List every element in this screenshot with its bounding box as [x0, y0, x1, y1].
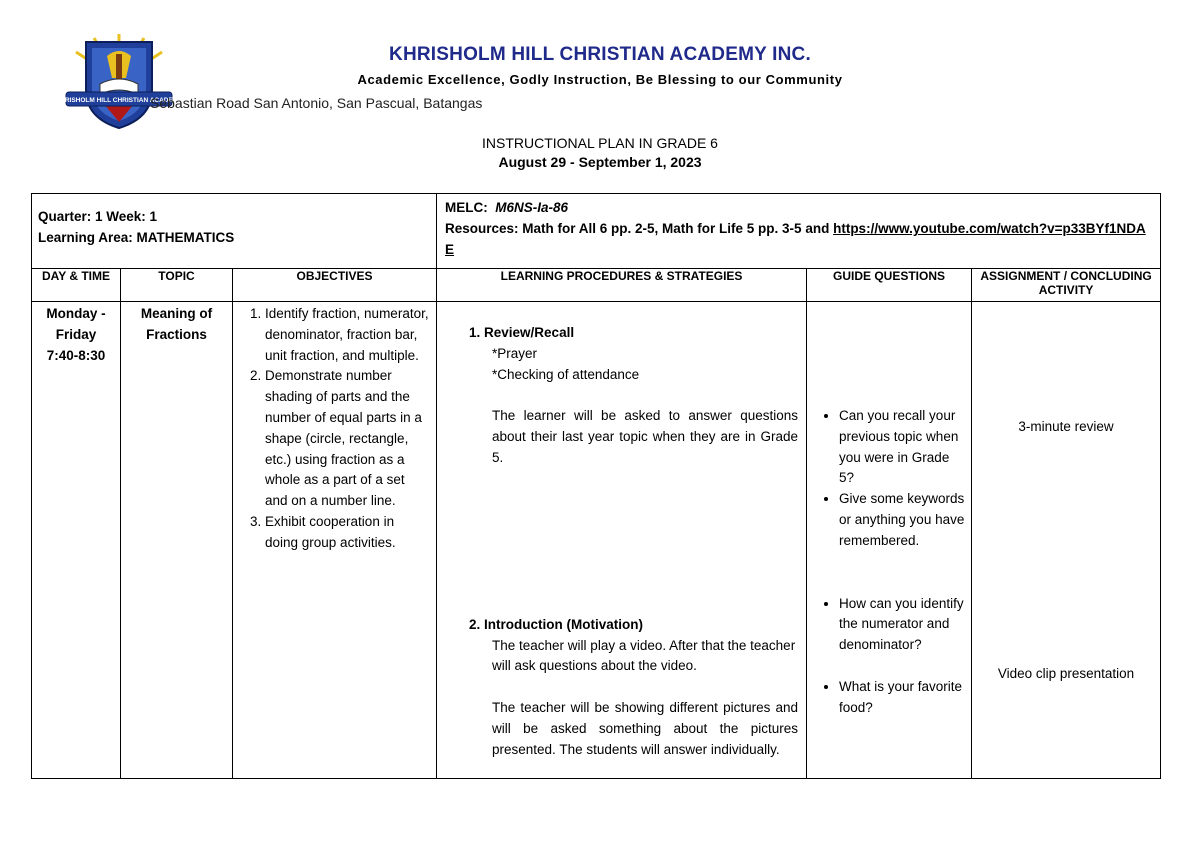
objective-item: 1. Identify fraction, numerator, denominator, fraction bar, unit fraction, and multiple.	[265, 304, 436, 366]
col-objectives: OBJECTIVES	[233, 269, 437, 302]
time-range: 7:40-8:30	[46, 347, 106, 363]
plan-title: INSTRUCTIONAL PLAN IN GRADE 6	[482, 135, 718, 151]
topic-cell	[121, 302, 233, 779]
topic-line-1: Meaning of	[140, 306, 213, 321]
day-end: Friday	[55, 326, 97, 342]
procedures-cell	[437, 302, 807, 779]
guide-question: • What is your favorite food?	[839, 677, 971, 719]
melc-label: MELC:	[445, 200, 488, 215]
guide-question: • Can you recall your previous topic when you were in Grade 5?	[839, 406, 971, 489]
col-topic: TOPIC	[121, 269, 233, 302]
info-row	[32, 194, 1161, 269]
objectives-cell	[233, 302, 437, 779]
step-review-title: 1. Review/Recall	[469, 325, 575, 340]
col-assignment: ASSIGNMENT / CONCLUDING ACTIVITY	[972, 269, 1161, 302]
step-introduction-description: The teacher will play a video. After that the teacher will ask questions about the video.	[492, 637, 796, 674]
objective-item: 2. Demonstrate number shading of parts and the number of equal parts in a shape (circle, rectangle, etc.) using fraction as a whole as a part of a set and on a number line.	[265, 366, 436, 512]
col-day-time: DAY & TIME	[32, 269, 121, 302]
school-name: KHRISHOLM HILL CHRISTIAN ACADEMY INC.	[389, 44, 811, 65]
step-review-description: The learner will be asked to answer questions about their last year topic when they are in Grade 5.	[492, 408, 799, 465]
melc-code: M6NS-Ia-86	[495, 200, 569, 215]
resources-text: Resources: Math for All 6 pp. 2-5, Math for Life 5 pp. 3-5 and	[445, 221, 834, 236]
step-introduction-pictures: The teacher will be showing different pictures and will be asked something about the pictures presented. The students will answer individually.	[492, 700, 799, 757]
course-info-cell	[32, 194, 437, 269]
day-time-cell	[32, 302, 121, 779]
school-address: Sebastian Road San Antonio, San Pascual, Batangas	[150, 95, 483, 111]
objective-item: 3. Exhibit cooperation in doing group activities.	[265, 512, 436, 554]
column-header-row	[32, 269, 1161, 302]
learning-area: Learning Area: MATHEMATICS	[38, 230, 235, 245]
step-review-prayer: *Prayer	[492, 345, 538, 361]
instructional-plan-table	[31, 193, 1161, 779]
col-guide-questions: GUIDE QUESTIONS	[807, 269, 972, 302]
quarter-week: Quarter: 1 Week: 1	[38, 209, 158, 224]
logo-banner-text: KHRISHOLM HILL CHRISTIAN ACADEMY	[55, 97, 183, 104]
table-row	[32, 302, 1161, 779]
melc-cell	[437, 194, 1161, 269]
step-introduction-title: 2. Introduction (Motivation)	[469, 616, 643, 632]
col-procedures: LEARNING PROCEDURES & STRATEGIES	[437, 269, 807, 302]
assignment-video: Video clip presentation	[997, 665, 1135, 681]
plan-dates: August 29 - September 1, 2023	[498, 154, 702, 170]
resources-link[interactable]: https://www.youtube.com/watch?v=p33BYf1NDAE	[445, 221, 1146, 257]
guide-question: • Give some keywords or anything you have remembered.	[839, 489, 971, 551]
school-motto: Academic Excellence, Godly Instruction, Be Blessing to our Community	[357, 72, 843, 87]
guide-questions-cell	[807, 302, 972, 779]
day-start: Monday -	[46, 306, 106, 321]
assignment-cell	[972, 302, 1161, 779]
assignment-review: 3-minute review	[1018, 419, 1114, 434]
step-review-attendance: *Checking of attendance	[492, 366, 640, 382]
guide-question: • How can you identify the numerator and denominator?	[839, 594, 971, 656]
topic-line-2: Fractions	[146, 326, 207, 342]
